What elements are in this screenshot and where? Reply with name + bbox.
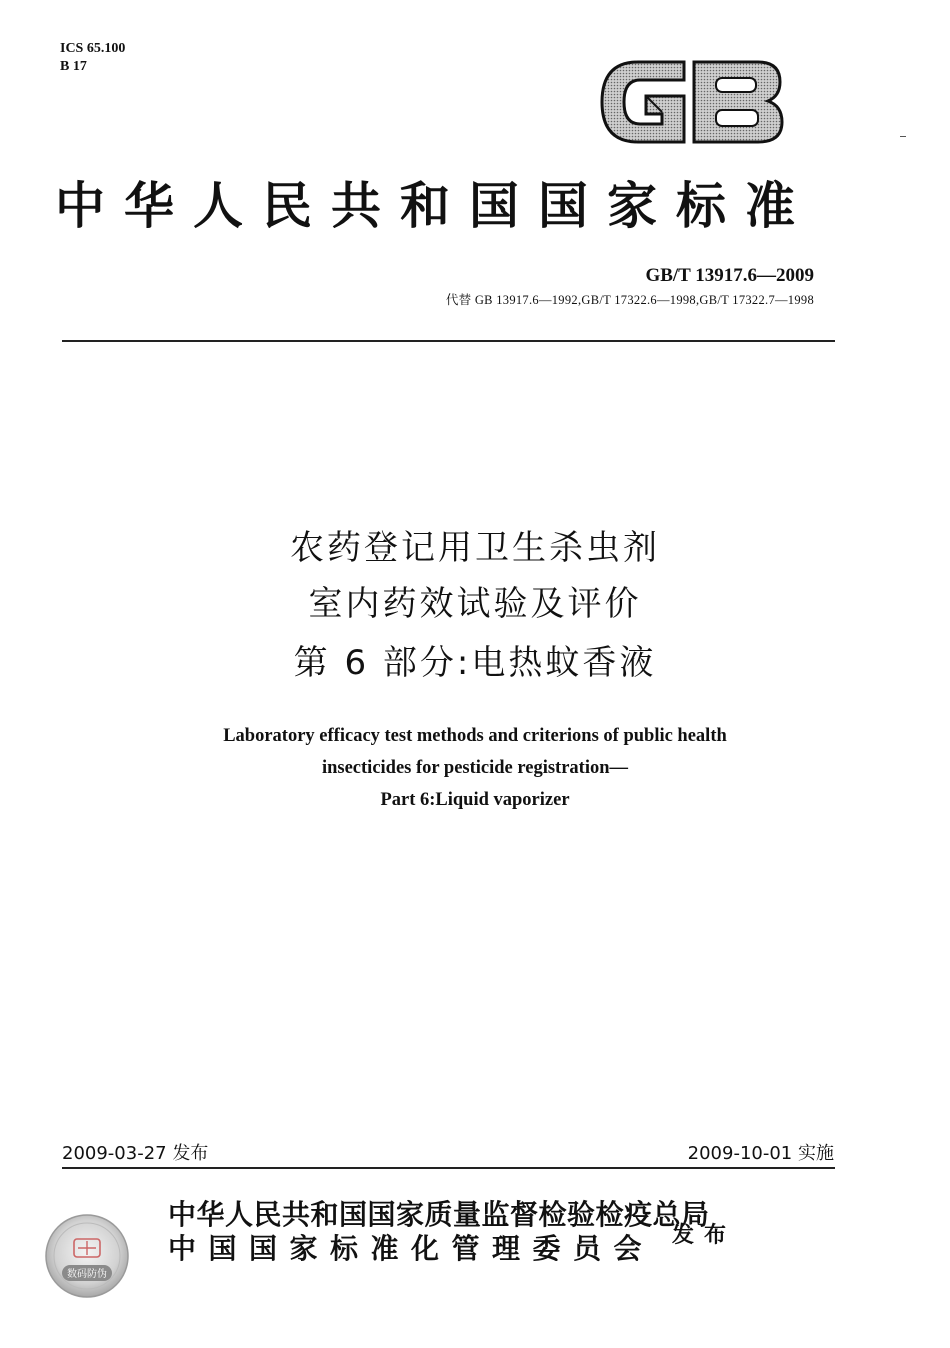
issuer-aqsiq: 中华人民共和国国家质量监督检验检疫总局	[168, 1198, 710, 1231]
anti-counterfeit-seal	[44, 1213, 130, 1299]
implementation-date: 2009-10-01 实施	[687, 1143, 834, 1164]
classification-codes	[60, 40, 125, 76]
english-title-line-1: Laboratory efficacy test methods and criterions of public health	[223, 726, 727, 746]
standard-number: GB/T 13917.6—2009	[645, 265, 814, 286]
national-standard-title: 中华人民共和国国家标准	[55, 176, 814, 235]
footer-rule	[62, 1167, 835, 1169]
ics-code: ICS 65.100	[60, 41, 126, 56]
publish-label: 发布	[672, 1222, 737, 1248]
replaces-line: 代替 GB 13917.6—1992,GB/T 17322.6—1998,GB/T 17322.7—1998	[445, 293, 814, 307]
gb-logo	[598, 44, 784, 150]
issue-date: 2009-03-27 发布	[62, 1143, 209, 1164]
header-rule	[62, 340, 835, 342]
scan-mark	[900, 136, 906, 137]
issuer-sac: 中国国家标准化管理委员会	[168, 1232, 655, 1265]
ccs-code: B 17	[60, 59, 87, 74]
chinese-title-line-2: 室内药效试验及评价	[308, 584, 642, 624]
gb-logo-text: GB	[691, 44, 693, 45]
chinese-title-line-1: 农药登记用卫生杀虫剂	[290, 528, 660, 568]
seal-text: 数码防伪	[67, 1269, 107, 1280]
english-title-line-2: insecticides for pesticide registration—	[321, 758, 629, 778]
english-title-line-3: Part 6:Liquid vaporizer	[380, 790, 570, 810]
chinese-title-line-3: 第 6 部分:电热蚊香液	[293, 643, 657, 683]
